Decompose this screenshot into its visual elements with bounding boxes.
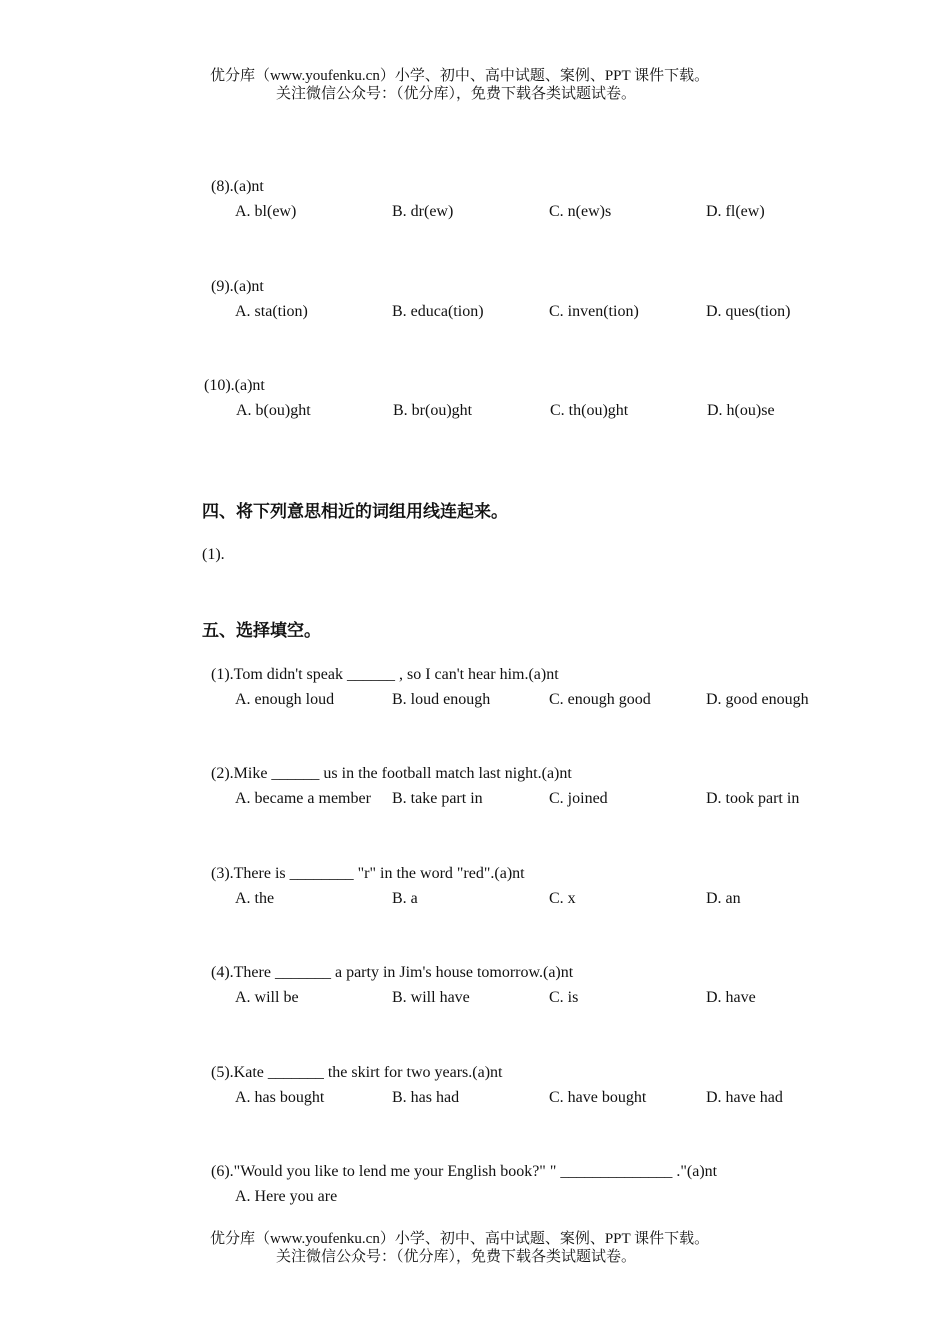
section-title-part5: 五、选择填空。 — [202, 621, 321, 641]
question-stem: (3).There is ________ "r" in the word "red".(a)nt — [211, 865, 525, 882]
option-d[interactable]: D. an — [706, 890, 741, 907]
option-d[interactable]: D. fl(ew) — [706, 203, 765, 220]
option-b[interactable]: B. educa(tion) — [392, 303, 484, 320]
question-stem: (1).Tom didn't speak ______ , so I can't hear him.(a)nt — [211, 666, 559, 683]
option-c[interactable]: C. have bought — [549, 1089, 647, 1106]
matching-item: (1). — [202, 546, 225, 563]
option-b[interactable]: B. will have — [392, 989, 470, 1006]
question-stem: (9).(a)nt — [211, 278, 264, 295]
option-c[interactable]: C. joined — [549, 790, 608, 807]
option-c[interactable]: C. inven(tion) — [549, 303, 639, 320]
option-a[interactable]: A. has bought — [235, 1089, 325, 1106]
option-d[interactable]: D. good enough — [706, 691, 809, 708]
section-title-part4: 四、将下列意思相近的词组用线连起来。 — [202, 502, 508, 522]
option-b[interactable]: B. loud enough — [392, 691, 491, 708]
question-stem: (2).Mike ______ us in the football match last night.(a)nt — [211, 765, 572, 782]
option-b[interactable]: B. dr(ew) — [392, 203, 454, 220]
option-c[interactable]: C. x — [549, 890, 576, 907]
option-c[interactable]: C. is — [549, 989, 579, 1006]
option-a[interactable]: A. enough loud — [235, 691, 335, 708]
option-d[interactable]: D. h(ou)se — [707, 402, 775, 419]
option-a[interactable]: A. sta(tion) — [235, 303, 308, 320]
option-a[interactable]: A. will be — [235, 989, 299, 1006]
option-a[interactable]: A. b(ou)ght — [236, 402, 311, 419]
option-a[interactable]: A. bl(ew) — [235, 203, 297, 220]
question-stem: (6)."Would you like to lend me your English book?" " ______________ ."(a)nt — [211, 1163, 718, 1180]
header-line-1: 优分库（www.youfenku.cn）小学、初中、高中试题、案例、PPT 课件下载。 — [210, 68, 710, 84]
option-a[interactable]: A. Here you are — [235, 1188, 338, 1205]
option-b[interactable]: B. br(ou)ght — [393, 402, 473, 419]
footer-line-1: 优分库（www.youfenku.cn）小学、初中、高中试题、案例、PPT 课件下载。 — [210, 1231, 710, 1247]
option-c[interactable]: C. enough good — [549, 691, 651, 708]
option-b[interactable]: B. take part in — [392, 790, 483, 807]
option-d[interactable]: D. have had — [706, 1089, 783, 1106]
question-stem: (5).Kate _______ the skirt for two years.(a)nt — [211, 1064, 503, 1081]
option-a[interactable]: A. became a member — [235, 790, 371, 807]
option-c[interactable]: C. n(ew)s — [549, 203, 612, 220]
question-stem: (4).There _______ a party in Jim's house tomorrow.(a)nt — [211, 964, 574, 981]
option-a[interactable]: A. the — [235, 890, 275, 907]
question-stem: (8).(a)nt — [211, 178, 264, 195]
option-d[interactable]: D. have — [706, 989, 756, 1006]
option-b[interactable]: B. has had — [392, 1089, 460, 1106]
question-stem: (10).(a)nt — [204, 377, 265, 394]
footer-line-2: 关注微信公众号：（优分库），免费下载各类试题试卷。 — [276, 1249, 637, 1265]
option-d[interactable]: D. took part in — [706, 790, 800, 807]
option-b[interactable]: B. a — [392, 890, 418, 907]
option-c[interactable]: C. th(ou)ght — [550, 402, 629, 419]
header-line-2: 关注微信公众号：（优分库），免费下载各类试题试卷。 — [276, 86, 637, 102]
option-d[interactable]: D. ques(tion) — [706, 303, 791, 320]
